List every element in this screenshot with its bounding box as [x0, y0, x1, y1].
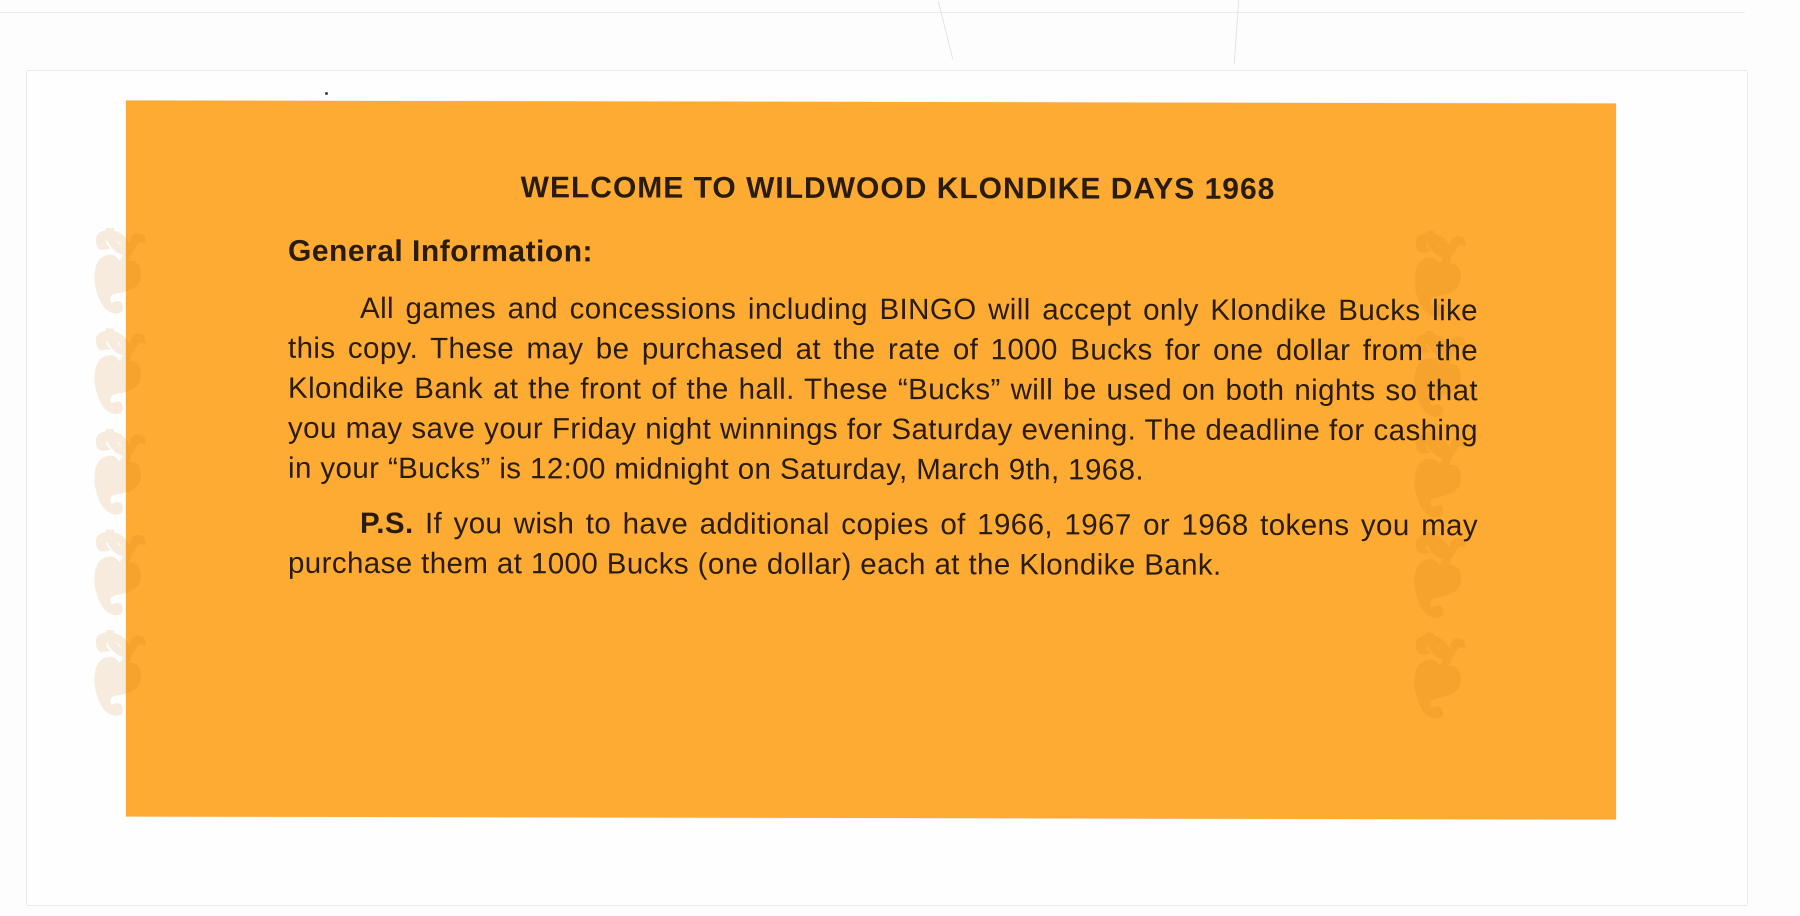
show-through-border: ❧❧❧❧❧ [1370, 223, 1503, 727]
sleeve-scratch [938, 1, 953, 59]
dust-speck [325, 92, 328, 95]
ps-text: If you wish to have additional copies of 1966, 1967 or 1968 tokens you may purchase them at 1000 Bucks (one dollar) each at the Klondike Bank. [288, 507, 1478, 582]
postscript-paragraph [288, 504, 1478, 586]
klondike-info-ticket [126, 100, 1616, 819]
ticket-title: WELCOME TO WILDWOOD KLONDIKE DAYS 1968 [520, 171, 1276, 206]
sleeve-scratch [1234, 0, 1239, 64]
section-heading: General Information: [288, 234, 594, 269]
ticket-content [288, 171, 1478, 601]
general-information-paragraph: All games and concessions including BINGO will accept only Klondike Bucks like this copy. These may be purchased at the rate of 1000 Bucks for one dollar from the Klondike Bank at the front of the hall. These “Bucks” will be used on both nights so that you may save your Friday night winnings for Saturday evening. The deadline for cashing in your “Bucks” is 12:00 midnight on Saturday, March 9th, 1968. [288, 291, 1478, 487]
ps-label: P.S. [360, 506, 414, 541]
scanner-edge-line [0, 12, 1745, 13]
